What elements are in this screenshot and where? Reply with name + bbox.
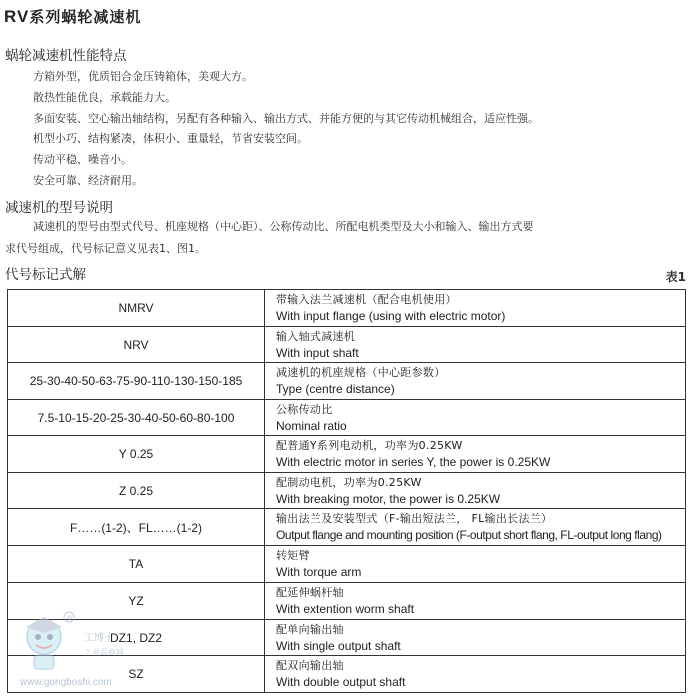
feature-item: 安全可靠、经济耐用。	[33, 174, 143, 187]
feature-item: 散热性能优良，承载能力大。	[33, 91, 176, 104]
meaning-en: With input flange (using with electric motor)	[276, 309, 506, 323]
mascot-icon	[12, 607, 82, 677]
meaning-cell	[265, 363, 686, 400]
meaning-cell	[265, 473, 686, 509]
code-cell: NRV	[8, 327, 265, 363]
feature-item: 传动平稳、噪音小。	[33, 153, 132, 166]
code-cell: YZ	[8, 583, 265, 620]
meaning-zh: 配单向输出轴	[276, 622, 344, 636]
table-row	[8, 546, 686, 583]
watermark-brand: 工博士	[84, 633, 114, 644]
code-cell: 25-30-40-50-63-75-90-110-130-150-185	[8, 363, 265, 400]
meaning-cell	[265, 327, 686, 363]
watermark-subtitle: 工业品商城	[84, 648, 124, 657]
table-row	[8, 327, 686, 363]
code-cell: F……(1-2)、FL……(1-2)	[8, 509, 265, 546]
table-row	[8, 290, 686, 327]
meaning-zh: 配双向输出轴	[276, 659, 344, 672]
meaning-en: Type (centre distance)	[276, 382, 395, 396]
meaning-zh: 转矩臂	[276, 549, 310, 562]
code-heading: 代号标记式解	[5, 267, 86, 283]
watermark-registered-mark: ®	[66, 614, 73, 622]
feature-item: 方箱外型，优质铝合金压铸箱体，美观大方。	[33, 70, 253, 83]
features-heading: 蜗轮减速机性能特点	[5, 48, 127, 64]
meaning-en: With breaking motor, the power is 0.25KW	[276, 491, 501, 506]
meaning-zh: 减速机的机座规格（中心距参数）	[276, 366, 446, 379]
meaning-en: With electric motor in series Y, the power is 0.25KW	[276, 455, 551, 469]
meaning-cell	[265, 400, 686, 436]
meaning-zh: 配普通Y系列电动机，功率为0.25KW	[276, 439, 463, 452]
feature-item: 机型小巧、结构紧凑，体积小、重量轻，节省安装空间。	[33, 132, 308, 145]
table-row	[8, 509, 686, 546]
code-cell: Z 0.25	[8, 473, 265, 509]
table-number: 表1	[665, 270, 686, 284]
meaning-cell	[265, 509, 686, 546]
meaning-en: With torque arm	[276, 565, 362, 579]
meaning-zh: 配制动电机，功率为0.25KW	[276, 475, 422, 489]
meaning-zh: 输入轴式减速机	[276, 329, 356, 343]
meaning-cell	[265, 656, 686, 693]
meaning-cell	[265, 546, 686, 583]
table-row	[8, 400, 686, 436]
meaning-cell	[265, 583, 686, 620]
model-description-line1: 减速机的型号由型式代号、机座规格（中心距）、公称传动比、所配电机类型及大小和输入、输出方式要	[33, 220, 534, 233]
model-description-line2: 求代号组成，代号标记意义见表1、图1。	[5, 242, 206, 255]
table-row	[8, 363, 686, 400]
code-cell: SZ	[8, 656, 265, 693]
meaning-en: Output flange and mounting position (F-output short flang, FL-output long flang)	[276, 528, 662, 542]
code-cell: NMRV	[8, 290, 265, 327]
meaning-zh: 输出法兰及安装型式（F-输出短法兰， FL输出长法兰）	[276, 512, 553, 525]
title-rest: 系列蜗轮减速机	[29, 8, 142, 26]
table-row	[8, 473, 686, 509]
meaning-zh: 公称传动比	[276, 402, 333, 416]
model-heading: 减速机的型号说明	[5, 200, 113, 216]
meaning-en: With double output shaft	[276, 675, 406, 689]
meaning-zh: 配延伸蜗杆轴	[276, 586, 344, 599]
code-cell: 7.5-10-15-20-25-30-40-50-60-80-100	[8, 400, 265, 436]
meaning-zh: 带输入法兰减速机（配合电机使用）	[276, 293, 457, 306]
meaning-cell	[265, 290, 686, 327]
meaning-en: With input shaft	[276, 345, 359, 360]
meaning-en: Nominal ratio	[276, 418, 347, 433]
title-prefix: RV	[4, 7, 30, 26]
watermark-url: www.gongboshi.com	[20, 677, 112, 688]
code-cell: DZ1, DZ2	[8, 620, 265, 656]
meaning-en: With single output shaft	[276, 638, 401, 653]
watermark-logo	[12, 607, 162, 697]
table-row	[8, 436, 686, 473]
code-cell: Y 0.25	[8, 436, 265, 473]
meaning-cell	[265, 620, 686, 656]
feature-item: 多面安装、空心输出轴结构，另配有各种输入、输出方式、并能方便的与其它传动机械组合，适应性强。	[33, 112, 539, 125]
page-title	[4, 6, 141, 27]
meaning-en: With extention worm shaft	[276, 602, 415, 616]
meaning-cell	[265, 436, 686, 473]
code-cell: TA	[8, 546, 265, 583]
